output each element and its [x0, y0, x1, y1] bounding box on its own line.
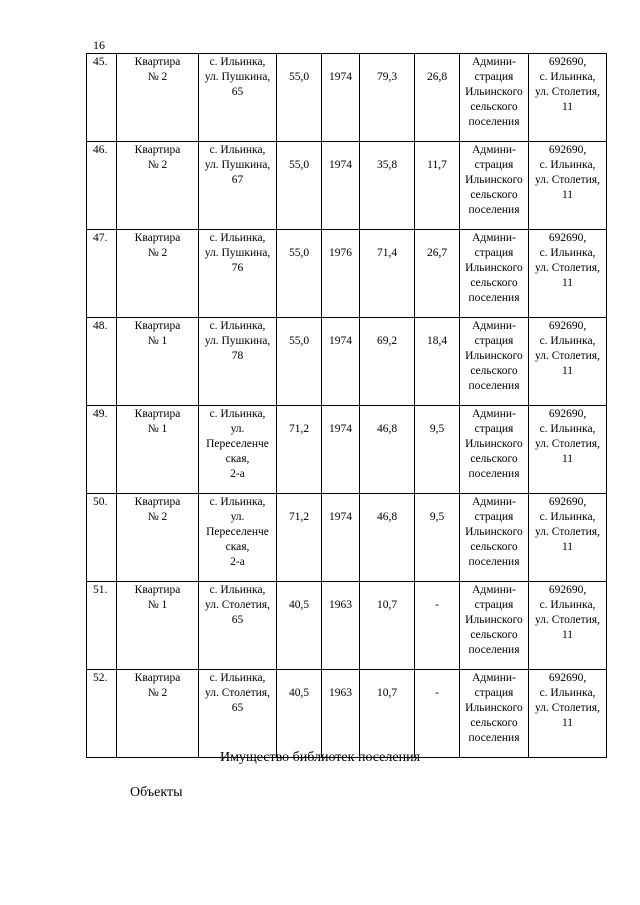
- address-cell: [199, 230, 277, 318]
- table-row: [87, 582, 607, 670]
- table-row: [87, 230, 607, 318]
- holder-address-cell-line: 692690,: [548, 232, 587, 244]
- holder-cell-line: Админи-: [472, 584, 516, 596]
- holder-address-cell: [529, 54, 607, 142]
- year-cell: 1974: [322, 406, 360, 494]
- address-cell-line: с. Ильинка,: [209, 320, 266, 332]
- holder-address-cell-line: 692690,: [548, 144, 587, 156]
- object-name-cell: [117, 582, 199, 670]
- holder-cell-line: страция: [474, 71, 514, 83]
- holder-cell-line: Админи-: [472, 496, 516, 508]
- object-name-cell: [117, 54, 199, 142]
- holder-address-cell: [529, 318, 607, 406]
- address-cell-line: ул. Пушкина,: [204, 247, 271, 259]
- object-name-cell-line: Квартира: [134, 320, 181, 332]
- area-cell: 55,0: [277, 142, 322, 230]
- holder-cell-line: страция: [474, 159, 514, 171]
- holder-cell: [460, 142, 529, 230]
- row-number-cell: 51.: [87, 582, 117, 670]
- address-cell-line: 65: [231, 86, 244, 98]
- holder-address-cell-line: ул. Столетия,: [535, 526, 600, 538]
- address-cell-line: ул. Пушкина,: [204, 159, 271, 171]
- value-cell: 46,8: [360, 494, 415, 582]
- holder-address-cell-line: 692690,: [548, 672, 587, 684]
- address-cell-line: 65: [231, 614, 244, 626]
- holder-cell-line: сельского: [470, 453, 518, 465]
- holder-cell: [460, 406, 529, 494]
- address-cell: [199, 406, 277, 494]
- table-body: [87, 54, 607, 758]
- object-name-cell-line: № 2: [147, 247, 168, 259]
- holder-address-cell: [529, 494, 607, 582]
- holder-address-cell: [529, 230, 607, 318]
- holder-cell-line: Админи-: [472, 408, 516, 420]
- year-cell: 1974: [322, 318, 360, 406]
- address-cell-line: 65: [231, 702, 244, 714]
- holder-cell-line: Админи-: [472, 144, 516, 156]
- row-number-cell: 52.: [87, 670, 117, 758]
- address-cell-line: 2-а: [230, 468, 245, 480]
- object-name-cell-line: № 1: [147, 335, 168, 347]
- holder-address-cell-line: 11: [561, 717, 574, 729]
- section-title: Имущество библиотек поселения: [219, 750, 421, 765]
- holder-address-cell: [529, 142, 607, 230]
- holder-address-cell-line: 11: [561, 541, 574, 553]
- holder-cell-line: Админи-: [472, 320, 516, 332]
- residual-value-cell: 9,5: [415, 494, 460, 582]
- property-table: [86, 53, 607, 758]
- holder-cell-line: поселения: [468, 644, 520, 656]
- area-cell: 55,0: [277, 54, 322, 142]
- area-cell: 40,5: [277, 670, 322, 758]
- object-name-cell-line: Квартира: [134, 584, 181, 596]
- value-cell: 10,7: [360, 670, 415, 758]
- holder-address-cell-line: ул. Столетия,: [535, 614, 600, 626]
- table-row: [87, 406, 607, 494]
- object-name-cell-line: Квартира: [134, 56, 181, 68]
- address-cell-line: ул. Столетия,: [205, 687, 270, 699]
- holder-address-cell-line: 692690,: [548, 320, 587, 332]
- address-cell-line: с. Ильинка,: [209, 408, 266, 420]
- value-cell: 79,3: [360, 54, 415, 142]
- year-cell: 1963: [322, 670, 360, 758]
- object-name-cell: [117, 494, 199, 582]
- holder-cell-line: Ильинского: [465, 526, 523, 538]
- holder-address-cell-line: с. Ильинка,: [539, 423, 596, 435]
- holder-address-cell: [529, 406, 607, 494]
- holder-cell-line: Ильинского: [465, 438, 523, 450]
- row-number-cell: 49.: [87, 406, 117, 494]
- area-cell: 55,0: [277, 318, 322, 406]
- object-name-cell: [117, 230, 199, 318]
- address-cell: [199, 494, 277, 582]
- holder-cell: [460, 494, 529, 582]
- holder-address-cell-line: с. Ильинка,: [539, 687, 596, 699]
- holder-cell-line: страция: [474, 335, 514, 347]
- table-row: [87, 318, 607, 406]
- object-name-cell: [117, 142, 199, 230]
- address-cell-line: с. Ильинка,: [209, 144, 266, 156]
- residual-value-cell: -: [415, 582, 460, 670]
- residual-value-cell: -: [415, 670, 460, 758]
- row-number-cell: 45.: [87, 54, 117, 142]
- holder-address-cell-line: 11: [561, 629, 574, 641]
- holder-cell: [460, 582, 529, 670]
- holder-address-cell-line: 692690,: [548, 408, 587, 420]
- residual-value-cell: 11,7: [415, 142, 460, 230]
- holder-cell-line: страция: [474, 687, 514, 699]
- area-cell: 55,0: [277, 230, 322, 318]
- object-name-cell: [117, 670, 199, 758]
- object-name-cell-line: № 2: [147, 687, 168, 699]
- address-cell-line: Переселенче: [206, 438, 269, 450]
- holder-address-cell-line: с. Ильинка,: [539, 335, 596, 347]
- address-cell-line: 2-а: [230, 556, 245, 568]
- holder-cell-line: Админи-: [472, 232, 516, 244]
- holder-cell-line: поселения: [468, 292, 520, 304]
- holder-cell-line: поселения: [468, 116, 520, 128]
- holder-address-cell-line: 692690,: [548, 56, 587, 68]
- year-cell: 1963: [322, 582, 360, 670]
- address-cell-line: ская,: [225, 541, 250, 553]
- holder-cell: [460, 670, 529, 758]
- holder-cell-line: сельского: [470, 189, 518, 201]
- holder-cell-line: Ильинского: [465, 86, 523, 98]
- holder-cell-line: Ильинского: [465, 702, 523, 714]
- address-cell: [199, 582, 277, 670]
- holder-address-cell-line: ул. Столетия,: [535, 174, 600, 186]
- holder-address-cell-line: с. Ильинка,: [539, 599, 596, 611]
- address-cell-line: 67: [231, 174, 244, 186]
- holder-cell-line: Админи-: [472, 672, 516, 684]
- holder-address-cell-line: 11: [561, 365, 574, 377]
- holder-address-cell-line: 11: [561, 101, 574, 113]
- table-row: [87, 494, 607, 582]
- address-cell-line: ская,: [225, 453, 250, 465]
- row-number-cell: 46.: [87, 142, 117, 230]
- object-name-cell-line: № 2: [147, 159, 168, 171]
- object-name-cell-line: Квартира: [134, 672, 181, 684]
- holder-address-cell-line: ул. Столетия,: [535, 86, 600, 98]
- object-name-cell-line: Квартира: [134, 496, 181, 508]
- object-name-cell-line: Квартира: [134, 232, 181, 244]
- table-row: [87, 142, 607, 230]
- holder-address-cell-line: с. Ильинка,: [539, 71, 596, 83]
- address-cell-line: ул.: [230, 511, 245, 523]
- address-cell-line: 76: [231, 262, 244, 274]
- holder-cell-line: Ильинского: [465, 350, 523, 362]
- holder-cell-line: поселения: [468, 468, 520, 480]
- holder-cell-line: сельского: [470, 629, 518, 641]
- address-cell-line: с. Ильинка,: [209, 672, 266, 684]
- row-number-cell: 50.: [87, 494, 117, 582]
- holder-address-cell-line: 11: [561, 453, 574, 465]
- row-number-cell: 47.: [87, 230, 117, 318]
- object-name-cell-line: № 1: [147, 423, 168, 435]
- holder-cell-line: Ильинского: [465, 262, 523, 274]
- value-cell: 10,7: [360, 582, 415, 670]
- holder-cell-line: сельского: [470, 541, 518, 553]
- area-cell: 71,2: [277, 406, 322, 494]
- page-number: 16: [93, 38, 105, 52]
- holder-address-cell-line: ул. Столетия,: [535, 262, 600, 274]
- address-cell-line: с. Ильинка,: [209, 232, 266, 244]
- object-name-cell: [117, 406, 199, 494]
- holder-cell: [460, 318, 529, 406]
- residual-value-cell: 26,7: [415, 230, 460, 318]
- address-cell: [199, 670, 277, 758]
- holder-address-cell: [529, 670, 607, 758]
- year-cell: 1974: [322, 54, 360, 142]
- value-cell: 69,2: [360, 318, 415, 406]
- address-cell-line: ул. Пушкина,: [204, 71, 271, 83]
- holder-cell-line: страция: [474, 599, 514, 611]
- holder-cell-line: Ильинского: [465, 614, 523, 626]
- holder-cell-line: страция: [474, 423, 514, 435]
- address-cell-line: с. Ильинка,: [209, 496, 266, 508]
- value-cell: 71,4: [360, 230, 415, 318]
- residual-value-cell: 18,4: [415, 318, 460, 406]
- holder-address-cell-line: с. Ильинка,: [539, 159, 596, 171]
- holder-cell-line: сельского: [470, 277, 518, 289]
- holder-cell: [460, 54, 529, 142]
- holder-address-cell-line: с. Ильинка,: [539, 247, 596, 259]
- object-name-cell: [117, 318, 199, 406]
- address-cell-line: с. Ильинка,: [209, 56, 266, 68]
- holder-cell-line: страция: [474, 511, 514, 523]
- year-cell: 1974: [322, 142, 360, 230]
- object-name-cell-line: Квартира: [134, 408, 181, 420]
- value-cell: 46,8: [360, 406, 415, 494]
- holder-address-cell-line: 692690,: [548, 584, 587, 596]
- object-name-cell-line: Квартира: [134, 144, 181, 156]
- address-cell: [199, 54, 277, 142]
- address-cell-line: ул. Пушкина,: [204, 335, 271, 347]
- address-cell: [199, 318, 277, 406]
- address-cell: [199, 142, 277, 230]
- area-cell: 40,5: [277, 582, 322, 670]
- holder-cell-line: Ильинского: [465, 174, 523, 186]
- residual-value-cell: 9,5: [415, 406, 460, 494]
- year-cell: 1976: [322, 230, 360, 318]
- holder-cell-line: сельского: [470, 365, 518, 377]
- value-cell: 35,8: [360, 142, 415, 230]
- object-name-cell-line: № 1: [147, 599, 168, 611]
- holder-address-cell-line: ул. Столетия,: [535, 438, 600, 450]
- table-row: [87, 54, 607, 142]
- area-cell: 71,2: [277, 494, 322, 582]
- holder-cell-line: Админи-: [472, 56, 516, 68]
- row-number-cell: 48.: [87, 318, 117, 406]
- holder-cell-line: сельского: [470, 101, 518, 113]
- holder-cell-line: сельского: [470, 717, 518, 729]
- holder-cell-line: поселения: [468, 556, 520, 568]
- object-name-cell-line: № 2: [147, 71, 168, 83]
- holder-cell-line: поселения: [468, 380, 520, 392]
- holder-address-cell-line: ул. Столетия,: [535, 702, 600, 714]
- address-cell-line: с. Ильинка,: [209, 584, 266, 596]
- holder-address-cell: [529, 582, 607, 670]
- holder-cell-line: страция: [474, 247, 514, 259]
- holder-cell-line: поселения: [468, 204, 520, 216]
- address-cell-line: ул. Столетия,: [205, 599, 270, 611]
- address-cell-line: ул.: [230, 423, 245, 435]
- object-name-cell-line: № 2: [147, 511, 168, 523]
- holder-address-cell-line: ул. Столетия,: [535, 350, 600, 362]
- table-row: [87, 670, 607, 758]
- sub-title: Объекты: [130, 785, 183, 800]
- holder-address-cell-line: 11: [561, 277, 574, 289]
- residual-value-cell: 26,8: [415, 54, 460, 142]
- holder-address-cell-line: с. Ильинка,: [539, 511, 596, 523]
- holder-address-cell-line: 11: [561, 189, 574, 201]
- holder-cell-line: поселения: [468, 732, 520, 744]
- address-cell-line: Переселенче: [206, 526, 269, 538]
- address-cell-line: 78: [231, 350, 244, 362]
- year-cell: 1974: [322, 494, 360, 582]
- holder-cell: [460, 230, 529, 318]
- holder-address-cell-line: 692690,: [548, 496, 587, 508]
